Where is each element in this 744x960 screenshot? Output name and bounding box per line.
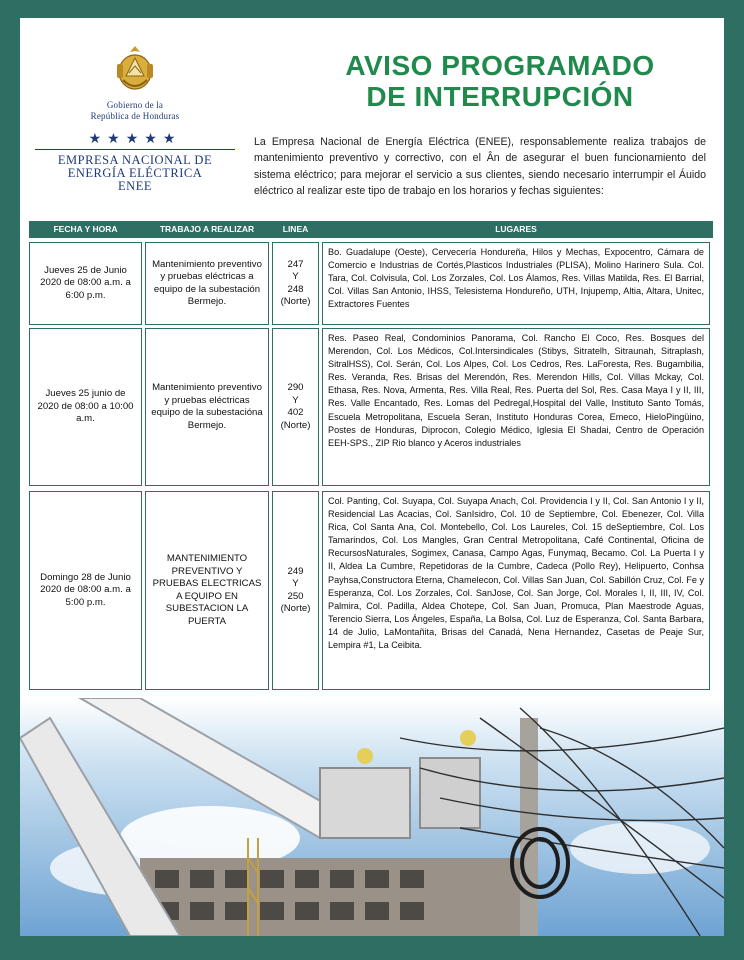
line-a: 249 — [287, 565, 304, 577]
line-y: Y — [292, 394, 299, 406]
line-y: Y — [292, 271, 299, 282]
header-trabajo: TRABAJO A REALIZAR — [159, 224, 255, 234]
stars-icon: ★★★★★ — [35, 130, 235, 150]
line-a: 290 — [287, 382, 304, 393]
row-line — [272, 491, 319, 690]
table-row — [29, 328, 713, 486]
title-line-1: AVISO PROGRAMADO — [345, 50, 655, 81]
row-line — [272, 242, 319, 325]
row-date: Jueves 25 junio de 2020 de 08:00 a 10:00 a.m. — [29, 328, 142, 486]
row-places: Bo. Guadalupe (Oeste), Cervecería Hondureña, Hilos y Mechas, Expocentro, Cámara de Comercio e Industrias de Cortés,Plasticos Industriales (PLISA), Molino Harinero Sula. Col. Tara, Col. Colvisula, Col. Los Zorzales, Col. Los Álamos, Res. Villas Matilda, Res. El Barrial, Col. Villas San Antonio, IHSS, Telesistema Hondureño, UTH, Injupemp, Altia, Altara, Unitec, Extractores Fuentes — [322, 242, 710, 325]
intro-paragraph: La Empresa Nacional de Energía Eléctrica (ENEE), responsablemente realiza trabajos de mantenimiento preventivo y correctivo, con el Ân de asegurar el buen funcionamiento del sistema eléctrico; para mejorar el servicio a sus clientes, siendo necesario interrumpir el Áuido eléctrico al realizar este tipo de trabajo en los horarios y fechas siguientes: — [254, 136, 706, 197]
line-zone: (Norte) — [280, 296, 311, 307]
line-a: 247 — [287, 258, 304, 270]
gov-line-2: República de Honduras — [90, 111, 180, 121]
lineman-crane-photo — [20, 698, 724, 936]
line-y: Y — [292, 578, 299, 589]
table-header — [29, 221, 713, 238]
government-name — [30, 100, 240, 122]
page-title — [320, 50, 680, 112]
row-date: Jueves 25 de Junio 2020 de 08:00 a.m. a 6:00 p.m. — [29, 242, 142, 325]
gov-line-1: Gobierno de la — [106, 100, 164, 110]
row-work: Mantenimiento preventivo y pruebas eléctricas a equipo de la subestación Bermejo. — [145, 242, 269, 325]
line-b: 248 — [287, 283, 304, 295]
row-date: Domingo 28 de Junio 2020 de 08:00 a.m. a 5:00 p.m. — [29, 491, 142, 690]
row-places: Res. Paseo Real, Condominios Panorama, Col. Rancho El Coco, Res. Bosques del Merendon, Col. Los Médicos, Col.Intersindicales (Stibys, Sitratelh, Sitraunah, Sitraplash, SitralHSS), Col. Serán, Col. Los Alpes, Col. Los Cedros, Res. LaForesta, Res. Bugambilia, Res. Veranda, Res. Brisas del Merendón, Res. Merendon Hills, Col. Villas Mckay, Col. Ethasa, Res. Nova, Armenta, Res. Villa Real, Res. Puerta del Sol, Res. Casa Maya I y II, III, Res. Valle Encantado, Res. Lomas del Pedregal,Hospital del Valle, Instituto Santo Tomás, Escuela Metropolitana, Escuela Seran, Instituto Honduras Corea, Emeco, HieloPingüino, Postes de Honduras, Diprocon, Colegio Médico, Iglesia El Shadai, Centro de Operación EEH-SPS., ZIP Rio blanco y Aceros industriales — [322, 328, 710, 486]
company-line-2: ENERGÍA ELÉCTRICA — [67, 166, 203, 180]
row-line — [272, 328, 319, 486]
row-work: Mantenimiento preventivo y pruebas eléctricas equipo de la subestacióna Bermejo. — [145, 328, 269, 486]
line-b: 250 — [287, 590, 304, 602]
header-fecha: FECHA Y HORA — [53, 224, 118, 234]
header-lugares: LUGARES — [495, 224, 537, 234]
line-zone: (Norte) — [280, 419, 311, 431]
row-places: Col. Panting, Col. Suyapa, Col. Suyapa Anach, Col. Providencia I y II, Col. San Antonio I y II, Residencial Las Acacias, Col. SanIsidro, Col. 10 de Septiembre, Col. Ebenezer, Col. Villa Rica, Col Santa Ana, Col. Montebello, Col. Los Laureles, Col. 15 deSeptiembre, Col. Los Tamarindos, Col. Los Mangles, Gran Central Metropolitana, Café Continental, Oficina de RecursosNaturales, Sogimex, Canasa, Campo Agas, Funymaq, Becamo. Col. La Puerta I y II, Aldea La Cumbre, Repetidoras de la Cumbre, Cadeca (Pollo Rey), Helipuerto, Conhsa Payhsa,Constructora Eterna, Chamelecon, Col. Villas San Juan, Col. Sabillón Cruz, Col. Fe y Esperanza, Col. Los Zorzales, Col. SanJose, Col. San Jorge, Col. Morales I, II, III, IV, Col. Palmira, Col. Padilla, Aldea Chotepe, Col. San Juan, Promuca, Plan Maestrode Aguas, Terencio Sierra, Los Ángeles, España, La Bolsa, Col. Luz de Esperanza, Col. Santa Barbara, 14 de Julio, LaMontañita, Brisas del Canadá, Nena Hernandez, Casetas de Peaje Sur, Lempira #1, La Ceibita. — [322, 491, 710, 690]
company-line-3: ENEE — [118, 179, 152, 193]
title-line-2: DE INTERRUPCIÓN — [366, 81, 634, 112]
enee-logo-block — [30, 44, 240, 220]
table-row — [29, 491, 713, 690]
coat-of-arms-icon — [113, 44, 157, 94]
company-name — [30, 154, 240, 193]
line-b: 402 — [287, 407, 304, 418]
notice-sheet — [20, 18, 724, 936]
row-work: MANTENIMIENTO PREVENTIVO Y PRUEBAS ELECTRICAS A EQUIPO EN SUBESTACION LA PUERTA — [145, 491, 269, 690]
company-line-1: EMPRESA NACIONAL DE — [57, 153, 213, 167]
header-linea: LINEA — [282, 224, 309, 234]
table-row — [29, 242, 713, 325]
line-zone: (Norte) — [280, 603, 311, 614]
